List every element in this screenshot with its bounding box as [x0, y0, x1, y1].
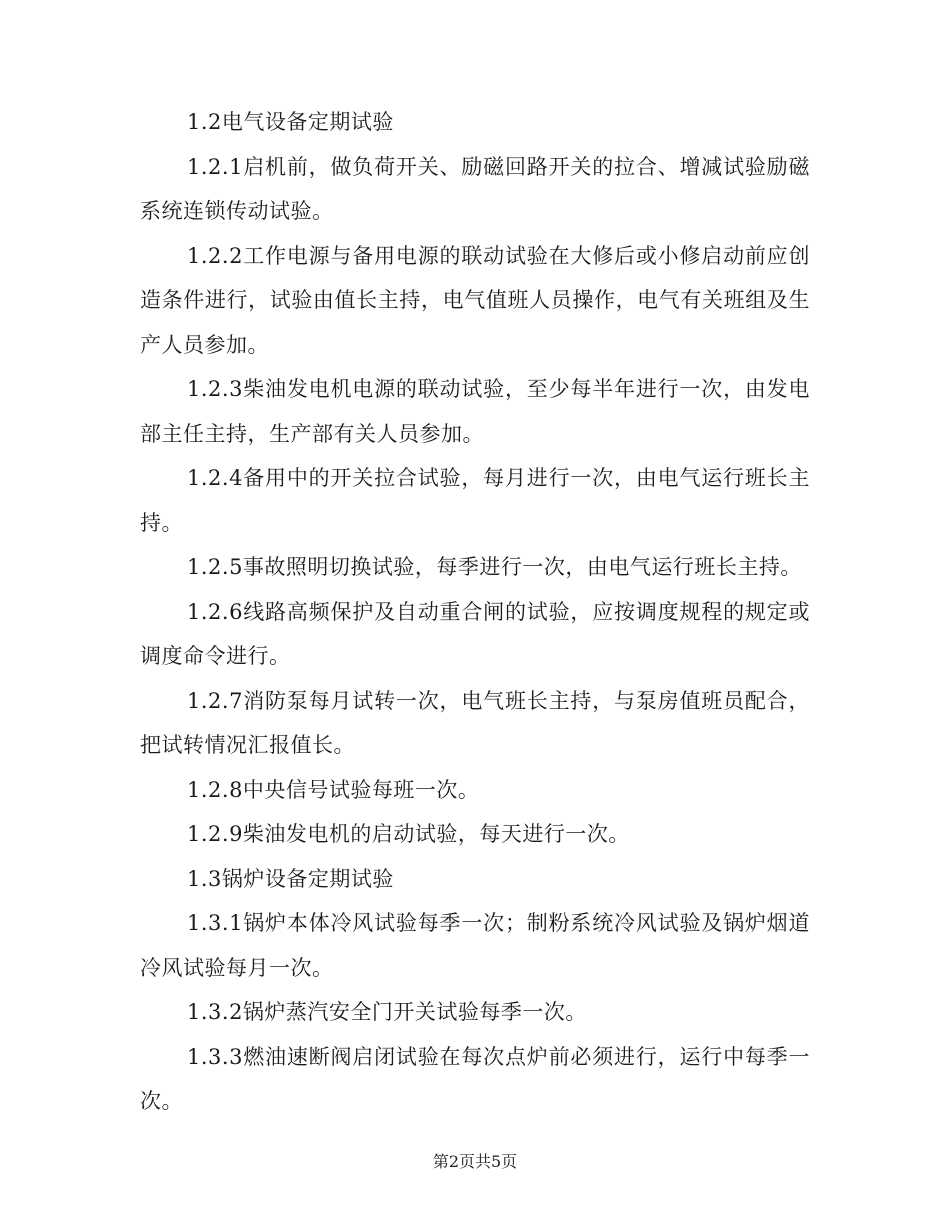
- paragraph-1-2-7: 1.2.7消防泵每月试转一次，电气班长主持，与泵房值班员配合，把试转情况汇报值长。: [140, 688, 810, 757]
- paragraph-1-3-2: 1.3.2锅炉蒸汽安全门开关试验每季一次。: [187, 1000, 587, 1024]
- paragraph-1-2-1: 1.2.1启机前，做负荷开关、励磁回路开关的拉合、增减试验励磁系统连锁传动试验。: [140, 154, 810, 223]
- paragraph-1-2-3: 1.2.3柴油发电机电源的联动试验，至少每半年进行一次，由发电部主任主持，生产部有关人员参加。: [140, 377, 810, 446]
- paragraph-1-2-2: 1.2.2工作电源与备用电源的联动试验在大修后或小修启动前应创造条件进行，试验由值长主持，电气值班人员操作，电气有关班组及生产人员参加。: [140, 243, 810, 357]
- section-heading-1-3: 1.3锅炉设备定期试验: [187, 866, 394, 891]
- document-body: [140, 100, 810, 1124]
- page-number-footer: 第2页共5页: [432, 1152, 518, 1171]
- paragraph-1-2-9: 1.2.9柴油发电机的启动试验，每天进行一次。: [187, 822, 630, 846]
- paragraph-1-3-3: 1.3.3燃油速断阀启闭试验在每次点炉前必须进行，运行中每季一次。: [140, 1044, 810, 1113]
- paragraph-1-2-6: 1.2.6线路高频保护及自动重合闸的试验，应按调度规程的规定或调度命令进行。: [140, 599, 810, 668]
- paragraph-1-2-8: 1.2.8中央信号试验每班一次。: [187, 777, 480, 802]
- paragraph-1-2-4: 1.2.4备用中的开关拉合试验，每月进行一次，由电气运行班长主持。: [140, 466, 810, 535]
- section-heading-1-2: 1.2电气设备定期试验: [187, 110, 394, 134]
- paragraph-1-3-1: 1.3.1锅炉本体冷风试验每季一次；制粉系统冷风试验及锅炉烟道冷风试验每月一次。: [140, 911, 810, 980]
- paragraph-1-2-5: 1.2.5事故照明切换试验，每季进行一次，由电气运行班长主持。: [187, 555, 802, 579]
